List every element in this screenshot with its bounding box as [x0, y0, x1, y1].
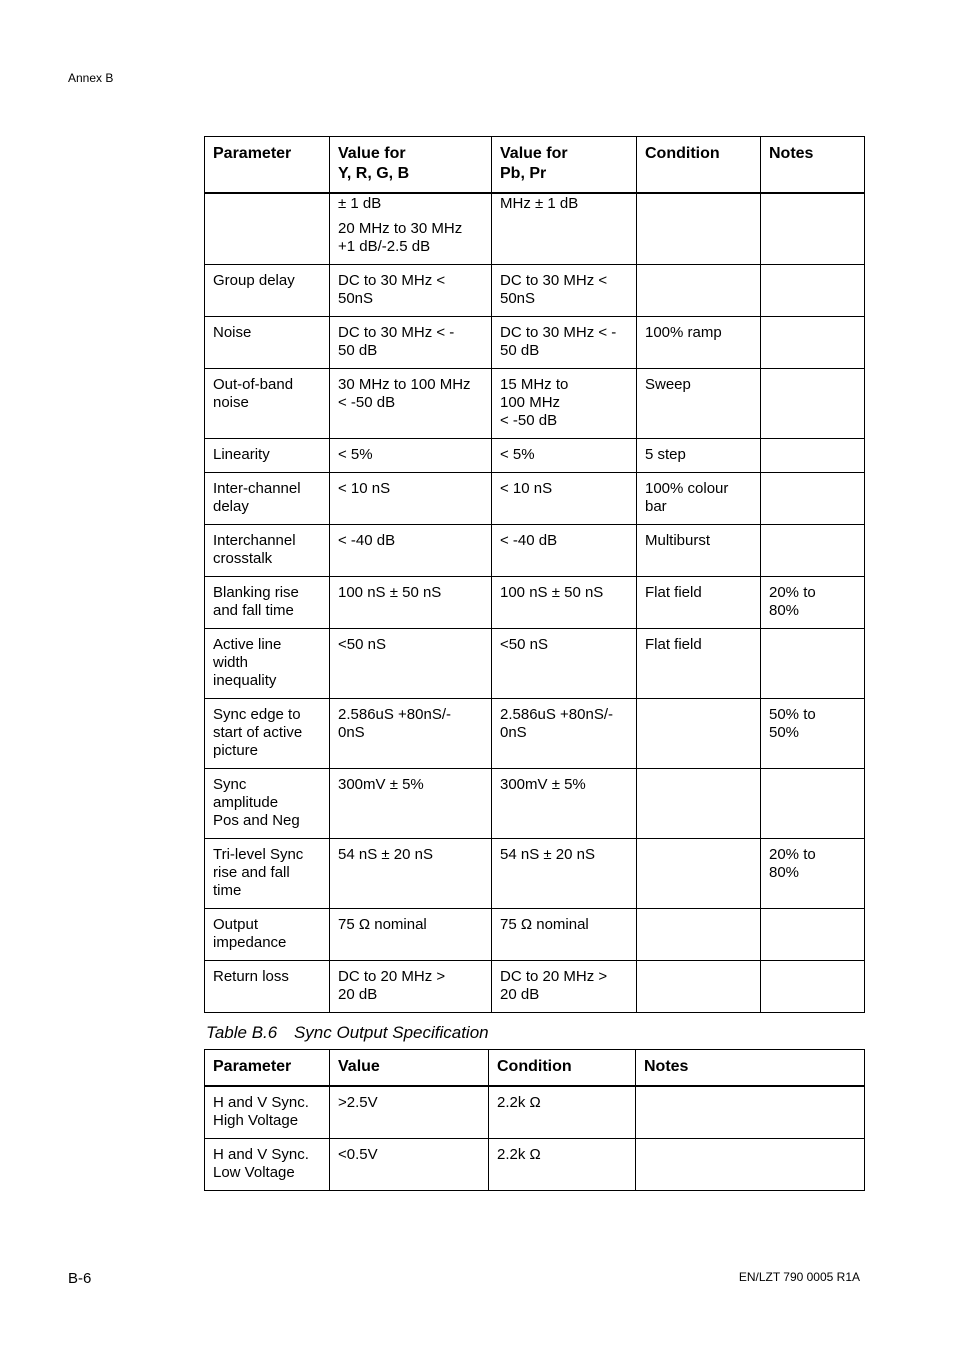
- cell-text-line: inequality: [213, 672, 277, 689]
- cell-text-line: DC to 30 MHz < -: [338, 324, 455, 341]
- table-row: [205, 193, 865, 265]
- table-cell: [637, 525, 761, 577]
- cell-text-line: < 10 nS: [500, 480, 553, 497]
- table-cell: [205, 1139, 330, 1191]
- table-cell: [637, 317, 761, 369]
- cell-text-line: DC to 30 MHz <: [338, 272, 446, 289]
- table-cell: [761, 525, 865, 577]
- cell-text-line: < 5%: [338, 446, 373, 463]
- cell-text-line: Pos and Neg: [213, 812, 300, 829]
- table-cell: [761, 839, 865, 909]
- table-cell: [492, 699, 637, 769]
- table-row: [205, 961, 865, 1013]
- cell-text-line: H and V Sync.: [213, 1094, 309, 1111]
- table-cell: [637, 839, 761, 909]
- table-cell: [492, 439, 637, 473]
- spec-table-sync: [204, 1049, 865, 1191]
- cell-text-line: < -50 dB: [500, 412, 558, 429]
- cell-text-line: picture: [213, 742, 259, 759]
- table-cell: [761, 369, 865, 439]
- cell-text-line: Flat field: [645, 636, 702, 653]
- column-header: [761, 137, 865, 194]
- table-cell: [205, 839, 330, 909]
- cell-text-line: and fall time: [213, 602, 294, 619]
- cell-text-line: DC to 20 MHz >: [338, 968, 446, 985]
- table-cell: [492, 769, 637, 839]
- table-cell: [205, 629, 330, 699]
- table-cell: [330, 839, 492, 909]
- cell-text-line: Sync edge to: [213, 706, 301, 723]
- table-cell: [492, 525, 637, 577]
- cell-text-line: Tri-level Sync: [213, 846, 304, 863]
- table-row: [205, 629, 865, 699]
- cell-text-line: < -40 dB: [338, 532, 396, 549]
- cell-text-line: 100% colour: [645, 480, 729, 497]
- cell-text-line: 2.586uS +80nS/-: [338, 706, 452, 723]
- spec-table-video: [204, 136, 865, 1013]
- table-cell: [330, 961, 492, 1013]
- cell-text-line: Value: [338, 1058, 380, 1075]
- cell-text-line: noise: [213, 394, 249, 411]
- cell-text-line: Multiburst: [645, 532, 711, 549]
- table-cell: [637, 629, 761, 699]
- cell-text-line: <0.5V: [338, 1146, 378, 1163]
- cell-text-line: 75 Ω nominal: [500, 916, 589, 933]
- cell-text-line: start of active: [213, 724, 303, 741]
- table-cell: [330, 1139, 489, 1191]
- cell-text-line: Y, R, G, B: [338, 165, 410, 182]
- cell-text-line: 100 nS ± 50 nS: [338, 584, 442, 601]
- table-cell: [761, 961, 865, 1013]
- cell-text-line: Sweep: [645, 376, 691, 393]
- cell-text-line: Blanking rise: [213, 584, 299, 601]
- table-cell: [330, 1086, 489, 1139]
- table-cell: [761, 769, 865, 839]
- table-cell: [205, 525, 330, 577]
- table-cell: [492, 317, 637, 369]
- table-row: [205, 439, 865, 473]
- cell-text-line: DC to 30 MHz < -: [500, 324, 617, 341]
- page-number: B-6: [68, 1270, 92, 1287]
- table-cell: [761, 265, 865, 317]
- cell-text-line: 75 Ω nominal: [338, 916, 427, 933]
- table-cell: [761, 699, 865, 769]
- cell-text-line: Output: [213, 916, 259, 933]
- cell-text-line: width: [213, 654, 249, 671]
- cell-text-line: Condition: [645, 145, 720, 162]
- cell-text-line: bar: [645, 498, 667, 515]
- cell-text-line: H and V Sync.: [213, 1146, 309, 1163]
- column-header: [636, 1050, 865, 1087]
- cell-text-line: 5 step: [645, 446, 686, 463]
- table-cell: [492, 473, 637, 525]
- cell-text-line: time: [213, 882, 242, 899]
- table-row: [205, 1139, 865, 1191]
- table-row: [205, 317, 865, 369]
- cell-text-line: 30 MHz to 100 MHz: [338, 376, 471, 393]
- table-cell: [205, 699, 330, 769]
- cell-text-line: <50 nS: [338, 636, 386, 653]
- cell-text-line: impedance: [213, 934, 287, 951]
- table-cell: [492, 193, 637, 265]
- table-row: [205, 577, 865, 629]
- table-cell: [761, 473, 865, 525]
- column-header: [330, 1050, 489, 1087]
- table-cell: [205, 577, 330, 629]
- table-cell: [761, 193, 865, 265]
- cell-text-line: Sync: [213, 776, 247, 793]
- table-cell: [636, 1139, 865, 1191]
- table-caption: [206, 1023, 501, 1043]
- cell-text-line: 2.2k Ω: [497, 1146, 541, 1163]
- cell-text-line: Notes: [769, 145, 814, 162]
- cell-text-line: 2.2k Ω: [497, 1094, 541, 1111]
- column-header: [330, 137, 492, 194]
- table-body: [205, 1086, 865, 1191]
- table-cell: [330, 769, 492, 839]
- column-header: [492, 137, 637, 194]
- cell-text-line: 0nS: [500, 724, 527, 741]
- cell-text-line: Parameter: [213, 145, 292, 162]
- cell-text-line: 50nS: [338, 290, 374, 307]
- table-cell: [492, 265, 637, 317]
- cell-text-line: delay: [213, 498, 249, 515]
- table-cell: [205, 961, 330, 1013]
- table-row: [205, 839, 865, 909]
- table-cell: [761, 909, 865, 961]
- cell-text-line: 50%: [769, 724, 800, 741]
- caption-title: Sync Output Specification: [293, 1023, 489, 1042]
- table-cell: [330, 629, 492, 699]
- table-cell: [492, 369, 637, 439]
- table-cell: [205, 1086, 330, 1139]
- cell-text-line: 54 nS ± 20 nS: [338, 846, 433, 863]
- table-row: [205, 699, 865, 769]
- table-cell: [330, 473, 492, 525]
- cell-text-line: Low Voltage: [213, 1164, 295, 1181]
- table-cell: [492, 629, 637, 699]
- table-cell: [637, 193, 761, 265]
- cell-text-line: < -40 dB: [500, 532, 558, 549]
- cell-text-line: 20% to: [769, 584, 816, 601]
- cell-text-line: Noise: [213, 324, 252, 341]
- table-cell: [205, 369, 330, 439]
- table-cell: [330, 439, 492, 473]
- cell-text-line: Linearity: [213, 446, 270, 463]
- table-cell: [205, 769, 330, 839]
- table-header-row: [205, 137, 865, 194]
- cell-text-line: 20 MHz to 30 MHz: [338, 220, 463, 237]
- table-row: [205, 525, 865, 577]
- table-cell: [205, 439, 330, 473]
- cell-text-line: <50 nS: [500, 636, 548, 653]
- table-body: [205, 193, 865, 1013]
- table-row: [205, 769, 865, 839]
- cell-text-line: +1 dB/-2.5 dB: [338, 238, 431, 255]
- cell-text-line: Out-of-band: [213, 376, 294, 393]
- cell-text-line: 20 dB: [338, 986, 378, 1003]
- table-cell: [330, 265, 492, 317]
- table-cell: [637, 699, 761, 769]
- table-cell: [489, 1086, 636, 1139]
- cell-text-line: >2.5V: [338, 1094, 378, 1111]
- cell-text-line: 300mV ± 5%: [500, 776, 586, 793]
- cell-text-line: 300mV ± 5%: [338, 776, 424, 793]
- table-cell: [761, 439, 865, 473]
- cell-text-line: Flat field: [645, 584, 702, 601]
- table-cell: [637, 265, 761, 317]
- table-cell: [205, 473, 330, 525]
- cell-text-line: MHz ± 1 dB: [500, 195, 579, 212]
- table-row: [205, 369, 865, 439]
- table-row: [205, 473, 865, 525]
- column-header: [489, 1050, 636, 1087]
- cell-text-line: Pb, Pr: [500, 165, 547, 182]
- cell-text-line: 54 nS ± 20 nS: [500, 846, 595, 863]
- table-cell: [637, 909, 761, 961]
- table-header-row: [205, 1050, 865, 1087]
- table-cell: [492, 577, 637, 629]
- cell-text-line: 100 MHz: [500, 394, 561, 411]
- table-cell: [637, 769, 761, 839]
- cell-text-line: 80%: [769, 864, 800, 881]
- doc-reference: EN/LZT 790 0005 R1A: [738, 1270, 860, 1284]
- table-cell: [761, 317, 865, 369]
- table-cell: [492, 909, 637, 961]
- cell-text-line: Value for: [500, 145, 568, 162]
- table-cell: [205, 909, 330, 961]
- cell-text-line: amplitude: [213, 794, 279, 811]
- caption-label: Table B.6: [206, 1023, 278, 1042]
- cell-text-line: Condition: [497, 1058, 572, 1075]
- cell-text-line: Return loss: [213, 968, 289, 985]
- table-cell: [761, 577, 865, 629]
- table-cell: [205, 265, 330, 317]
- cell-text-line: 50 dB: [338, 342, 378, 359]
- cell-text-line: 20% to: [769, 846, 816, 863]
- cell-text-line: 100 nS ± 50 nS: [500, 584, 604, 601]
- cell-text-line: 50 dB: [500, 342, 540, 359]
- cell-text-line: Parameter: [213, 1058, 292, 1075]
- table-cell: [330, 193, 492, 265]
- table-cell: [330, 525, 492, 577]
- table-row: [205, 265, 865, 317]
- cell-text-line: DC to 20 MHz >: [500, 968, 608, 985]
- table-cell: [637, 439, 761, 473]
- section-header: Annex B: [68, 71, 114, 85]
- column-header: [205, 137, 330, 194]
- table-cell: [330, 317, 492, 369]
- cell-text-line: Group delay: [213, 272, 295, 289]
- cell-text-line: rise and fall: [213, 864, 290, 881]
- cell-text-line: crosstalk: [213, 550, 273, 567]
- table-cell: [636, 1086, 865, 1139]
- table-cell: [637, 473, 761, 525]
- cell-text-line: 20 dB: [500, 986, 540, 1003]
- cell-text-line: < 10 nS: [338, 480, 391, 497]
- cell-text-line: High Voltage: [213, 1112, 299, 1129]
- cell-text-line: 80%: [769, 602, 800, 619]
- cell-text-line: Interchannel: [213, 532, 296, 549]
- table-cell: [330, 909, 492, 961]
- cell-text-line: 0nS: [338, 724, 365, 741]
- cell-text-line: Value for: [338, 145, 406, 162]
- table-cell: [761, 629, 865, 699]
- cell-text-line: DC to 30 MHz <: [500, 272, 608, 289]
- cell-text-line: 50% to: [769, 706, 816, 723]
- column-header: [205, 1050, 330, 1087]
- table-cell: [330, 369, 492, 439]
- cell-text-line: 100% ramp: [645, 324, 722, 341]
- column-header: [637, 137, 761, 194]
- cell-text-line: 2.586uS +80nS/-: [500, 706, 614, 723]
- table-cell: [205, 317, 330, 369]
- table-row: [205, 1086, 865, 1139]
- cell-text-line: 15 MHz to: [500, 376, 569, 393]
- table-cell: [637, 577, 761, 629]
- cell-text-line: Notes: [644, 1058, 689, 1075]
- cell-text-line: 50nS: [500, 290, 536, 307]
- cell-text-line: < 5%: [500, 446, 535, 463]
- table-cell: [492, 839, 637, 909]
- table-row: [205, 909, 865, 961]
- table-cell: [205, 193, 330, 265]
- cell-text-line: Active line: [213, 636, 282, 653]
- table-cell: [489, 1139, 636, 1191]
- table-cell: [492, 961, 637, 1013]
- cell-text-line: ± 1 dB: [338, 195, 382, 212]
- table-cell: [637, 369, 761, 439]
- cell-text-line: Inter-channel: [213, 480, 301, 497]
- table-cell: [330, 577, 492, 629]
- table-cell: [637, 961, 761, 1013]
- cell-text-line: < -50 dB: [338, 394, 396, 411]
- table-cell: [330, 699, 492, 769]
